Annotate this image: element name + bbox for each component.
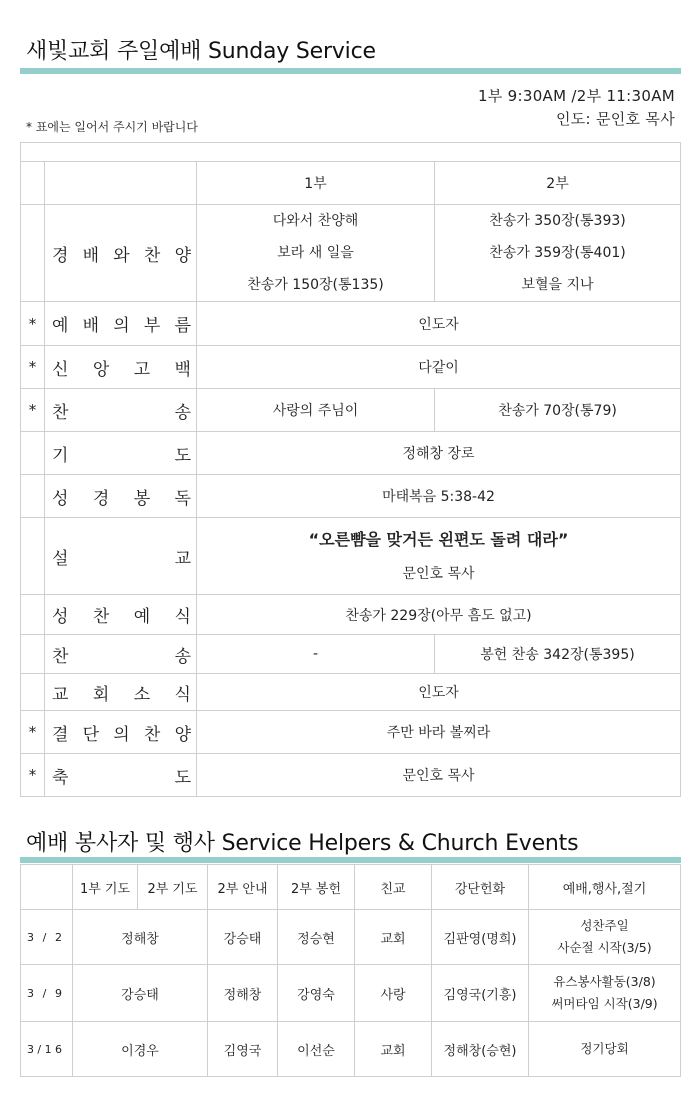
standing-mark: *: [21, 389, 45, 432]
table-row: [21, 754, 681, 797]
guide-person: 강승태: [208, 910, 278, 965]
distributed-label: [21, 1043, 72, 1056]
table-row: [21, 162, 681, 205]
label-char: 양: [174, 724, 191, 745]
distributed-label: [45, 355, 196, 380]
standing-mark: *: [21, 346, 45, 389]
label-char: 설: [52, 548, 69, 569]
col-header-2: 2부: [435, 162, 681, 205]
prayer-person: 정해창: [73, 910, 208, 965]
standing-mark: *: [21, 302, 45, 346]
title-underline: [20, 68, 681, 74]
news-value: 인도자: [197, 674, 681, 711]
table-row: [21, 518, 681, 595]
item-label: [45, 389, 197, 432]
label-char: 결: [52, 724, 69, 745]
praise-2nd: 찬송가 350장(통393) 찬송가 359장(통401) 보혈을 지나: [435, 205, 681, 302]
distributed-label: [45, 241, 196, 266]
label-char: 기: [52, 445, 69, 466]
offering-person: 정승현: [278, 910, 355, 965]
distributed-label: [45, 642, 196, 667]
distributed-label: [45, 398, 196, 423]
item-label: [45, 595, 197, 635]
label-char: 독: [174, 488, 191, 509]
distributed-label: [45, 720, 196, 745]
label-char: 찬: [52, 402, 69, 423]
distributed-label: [45, 544, 196, 569]
prayer-person: 이경우: [73, 1022, 208, 1077]
helpers-table: [20, 864, 681, 1077]
item-label: [45, 432, 197, 475]
hymn-1st: 사랑의 주님이: [197, 389, 435, 432]
label-char: /: [37, 1042, 42, 1056]
offertory-1st: -: [197, 635, 435, 674]
label-char: 름: [174, 316, 191, 336]
sermon-cell: [197, 518, 681, 595]
label-char: 3: [27, 930, 34, 944]
label-char: 부: [143, 316, 161, 336]
label-char: 도: [174, 445, 191, 466]
scripture-value: 마태복음 5:38-42: [197, 475, 681, 518]
row-date: [21, 965, 73, 1022]
label-char: 배: [82, 316, 100, 336]
label-char: 축: [52, 767, 69, 788]
service-times: 1부 9:30AM /2부 11:30AM: [477, 87, 675, 105]
standing-mark: *: [21, 754, 45, 797]
label-char: 찬: [143, 245, 161, 266]
worship-leader: 인도: 문인호 목사: [555, 110, 675, 128]
distributed-label: [45, 441, 196, 466]
table-row: [21, 910, 681, 965]
hymn-2nd: 찬송가 70장(통79): [435, 389, 681, 432]
offertory-2nd: 봉헌 찬송 342장(통395): [435, 635, 681, 674]
praise-1st: 다와서 찬양해 보라 새 일을 찬송가 150장(통135): [197, 205, 435, 302]
fellowship: 사랑: [355, 965, 432, 1022]
sermon-preacher: 문인호 목사: [402, 566, 475, 582]
item-label: [45, 754, 197, 797]
item-label: [45, 346, 197, 389]
label-char: 교: [174, 548, 191, 569]
label-char: 와: [113, 245, 130, 266]
label-char: 3: [27, 986, 34, 1000]
item-label: [45, 518, 197, 595]
label-char: 백: [174, 359, 191, 380]
label-char: 6: [54, 1042, 62, 1056]
table-top-spacer: [21, 143, 681, 162]
label-char: 회: [92, 684, 110, 705]
label-char: 찬: [92, 607, 110, 627]
label-char: 도: [174, 767, 191, 788]
item-label: [45, 711, 197, 754]
row-date: [21, 1022, 73, 1077]
label-char: 성: [52, 607, 69, 627]
fellowship: 교회: [355, 910, 432, 965]
offering-person: 강영숙: [278, 965, 355, 1022]
prayer-value: 정해창 장로: [197, 432, 681, 475]
distributed-label: [45, 763, 196, 788]
standing-mark: *: [21, 711, 45, 754]
table-row: [21, 595, 681, 635]
label-char: 3: [27, 1042, 34, 1056]
distributed-label: [45, 311, 196, 336]
distributed-label: [21, 931, 72, 944]
label-char: 예: [133, 607, 151, 627]
label-char: 배: [82, 245, 100, 266]
prayer-person: 강승태: [73, 965, 208, 1022]
helpers-underline: [20, 857, 681, 863]
label-char: 송: [174, 402, 191, 423]
guide-person: 정해창: [208, 965, 278, 1022]
table-row: [21, 965, 681, 1022]
label-char: 의: [113, 316, 130, 336]
label-char: /: [42, 930, 47, 944]
table-row: [21, 475, 681, 518]
label-char: 식: [174, 607, 191, 627]
offering-person: 이선순: [278, 1022, 355, 1077]
order-of-service-table: [20, 142, 681, 797]
label-char: 찬: [52, 646, 69, 667]
distributed-label: [45, 680, 196, 705]
events: 정기당회: [529, 1022, 681, 1077]
item-label: [45, 302, 197, 346]
item-label: [45, 674, 197, 711]
label-char: 봉: [133, 488, 151, 509]
events: 성찬주일 사순절 시작(3/5): [529, 910, 681, 965]
distributed-label: [45, 602, 196, 627]
item-label: [45, 205, 197, 302]
label-char: 소: [133, 684, 151, 705]
table-row: [21, 1022, 681, 1077]
label-char: 예: [52, 316, 69, 336]
label-char: 2: [55, 930, 62, 944]
table-row: [21, 674, 681, 711]
altar-flowers: 정해창(승현): [432, 1022, 529, 1077]
table-row: [21, 635, 681, 674]
table-row: [21, 346, 681, 389]
table-row: [21, 205, 681, 302]
altar-flowers: 김판영(명희): [432, 910, 529, 965]
item-label: [45, 635, 197, 674]
distributed-label: [21, 987, 72, 1000]
label-char: 성: [52, 488, 69, 509]
creed-value: 다같이: [197, 346, 681, 389]
label-char: 신: [52, 359, 69, 380]
table-row: [21, 389, 681, 432]
standing-note: * 표에는 일어서 주시기 바랍니다: [26, 120, 198, 134]
call-to-worship-value: 인도자: [197, 302, 681, 346]
label-char: 경: [52, 245, 69, 266]
distributed-label: [45, 484, 196, 509]
communion-value: 찬송가 229장(아무 흠도 없고): [197, 595, 681, 635]
commitment-value: 주만 바라 볼찌라: [197, 711, 681, 754]
guide-person: 김영국: [208, 1022, 278, 1077]
helpers-header-row: 1부 기도 2부 기도 2부 안내 2부 봉헌 친교 강단헌화 예배,행사,절기: [21, 865, 681, 910]
col-header-1: 1부: [197, 162, 435, 205]
table-row: [21, 302, 681, 346]
events: 유스봉사활동(3/8) 써머타임 시작(3/9): [529, 965, 681, 1022]
label-char: 교: [52, 684, 69, 705]
label-char: /: [42, 986, 47, 1000]
altar-flowers: 김영국(기흥): [432, 965, 529, 1022]
table-row: [21, 711, 681, 754]
sermon-title: “오른뺨을 맞거든 왼편도 돌려 대라”: [308, 530, 569, 549]
label-char: 식: [174, 684, 191, 705]
label-char: 의: [113, 724, 130, 745]
helpers-title: 예배 봉사자 및 행사 Service Helpers & Church Events: [26, 831, 579, 856]
label-char: 고: [133, 359, 151, 380]
label-char: 1: [44, 1042, 52, 1056]
table-row: [21, 432, 681, 475]
label-char: 송: [174, 646, 191, 667]
fellowship: 교회: [355, 1022, 432, 1077]
page-title: 새빛교회 주일예배 Sunday Service: [26, 39, 376, 64]
label-char: 경: [92, 488, 110, 509]
item-label: [45, 475, 197, 518]
row-date: [21, 910, 73, 965]
label-char: 양: [174, 245, 191, 266]
label-char: 9: [55, 986, 62, 1000]
label-char: 단: [82, 724, 100, 745]
label-char: 찬: [143, 724, 161, 745]
label-char: 앙: [92, 359, 110, 380]
benediction-value: 문인호 목사: [197, 754, 681, 797]
